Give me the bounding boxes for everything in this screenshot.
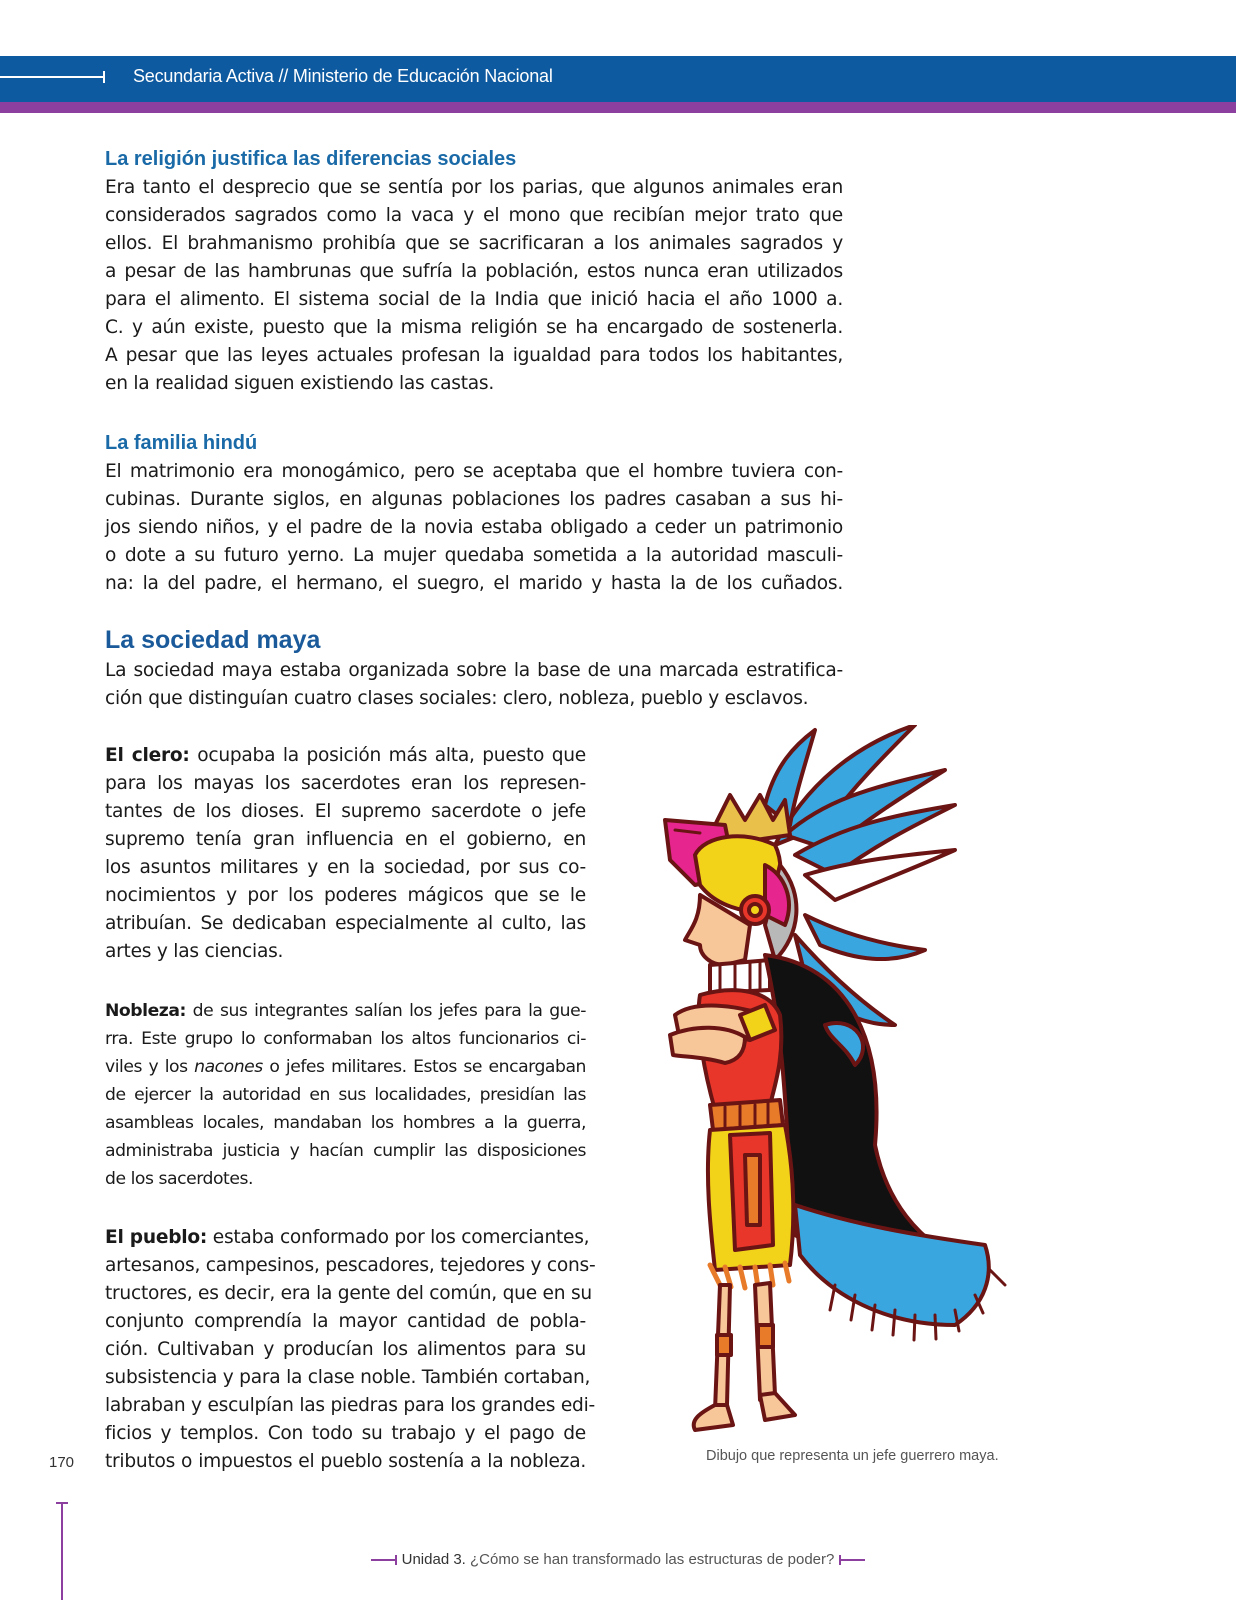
footer-rule-left [371, 1559, 397, 1561]
paragraph-line [105, 997, 586, 1025]
paragraph-nobleza [105, 997, 586, 1193]
paragraph-line: atribuían. Se dedicaban especialmente al culto, las [105, 913, 586, 934]
paragraph-line: A pesar que las leyes actuales profesan la igualdad para todos los habitantes, [105, 345, 843, 366]
paragraph-line-text: o jefes militares. Estos se encargaban [262, 1057, 586, 1077]
header-rule [0, 76, 105, 78]
paragraph-line: en la realidad siguen existiendo las castas. [105, 373, 494, 394]
header-stripe [0, 102, 1236, 113]
paragraph-line: supremo tenía gran influencia en el gobierno, en [105, 829, 586, 850]
paragraph-line: El matrimonio era monogámico, pero se aceptaba que el hombre tuviera con- [105, 461, 843, 482]
paragraph-line: tructores, es decir, era la gente del común, que en su [105, 1283, 592, 1304]
footer-rule-right [839, 1559, 865, 1561]
paragraph-line: de los sacerdotes. [105, 1169, 253, 1189]
paragraph-line [105, 1224, 590, 1252]
paragraph-line-text: viles y los [105, 1057, 195, 1077]
paragraph-line: considerados sagrados como la vaca y el mono que recibían mejor trato que [105, 205, 843, 226]
paragraph-line: tantes de los dioses. El supremo sacerdote o jefe [105, 801, 586, 822]
paragraph-line: asambleas locales, mandaban los hombres a la guerra, [105, 1113, 586, 1133]
paragraph-line-text: de sus integrantes salían los jefes para la gue- [185, 1001, 586, 1021]
term-nobleza: Nobleza: [105, 1001, 186, 1021]
paragraph-line: ficios y templos. Con todo su trabajo y el pago de [105, 1423, 586, 1444]
paragraph-maya-intro [105, 657, 843, 713]
paragraph-line: ción. Cultivaban y producían los alimentos para su [105, 1339, 586, 1360]
term-clero: El clero: [105, 745, 190, 766]
paragraph-line: o dote a su futuro yerno. La mujer quedaba sometida a la autoridad masculi- [105, 545, 843, 566]
paragraph-line: artes y las ciencias. [105, 941, 284, 962]
paragraph-line: ellos. El brahmanismo prohibía que se sacrificaran a los animales sagrados y [105, 233, 843, 254]
paragraph-line: subsistencia y para la clase noble. También cortaban, [105, 1367, 591, 1388]
paragraph-line: labraban y esculpían las piedras para los grandes edi- [105, 1395, 595, 1416]
paragraph-line: jos siendo niños, y el padre de la novia estaba obligado a ceder un patrimonio [105, 517, 843, 538]
paragraph-line: C. y aún existe, puesto que la misma religión se ha encargado de sostenerla. [105, 317, 843, 338]
maya-warrior-illustration [655, 725, 1050, 1445]
paragraph-line: La sociedad maya estaba organizada sobre la base de una marcada estratifica- [105, 660, 843, 681]
section-heading-maya: La sociedad maya [105, 626, 321, 654]
paragraph-line: cubinas. Durante siglos, en algunas poblaciones los padres casaban a sus hi- [105, 489, 843, 510]
paragraph-line: na: la del padre, el hermano, el suegro, el marido y hasta la de los cuñados. [105, 573, 843, 594]
paragraph-line: para los mayas los sacerdotes eran los represen- [105, 773, 586, 794]
paragraph-line: conjunto comprendía la mayor cantidad de pobla- [105, 1311, 586, 1332]
paragraph-line [105, 1053, 586, 1081]
footer-question: ¿Cómo se han transformado las estructuras de poder? [465, 1551, 835, 1568]
paragraph-line [105, 742, 586, 770]
illustration-caption: Dibujo que representa un jefe guerrero maya. [706, 1448, 999, 1464]
section-heading-religion: La religión justifica las diferencias sociales [105, 148, 517, 170]
paragraph-line: de ejercer la autoridad en sus localidades, presidían las [105, 1085, 586, 1105]
term-pueblo: El pueblo: [105, 1227, 208, 1248]
paragraph-line: tributos o impuestos el pueblo sostenía a la nobleza. [105, 1451, 586, 1472]
paragraph-line-text: estaba conformado por los comerciantes, [207, 1227, 590, 1248]
header-rule-tick [103, 71, 105, 83]
paragraph-line: a pesar de las hambrunas que sufría la población, estos nunca eran utilizados [105, 261, 843, 282]
paragraph-line: ción que distinguían cuatro clases sociales: clero, nobleza, pueblo y esclavos. [105, 688, 809, 709]
paragraph-religion [105, 174, 843, 398]
paragraph-line: Era tanto el desprecio que se sentía por los parias, que algunos animales eran [105, 177, 843, 198]
paragraph-clero [105, 742, 586, 966]
section-heading-familia: La familia hindú [105, 432, 258, 454]
paragraph-line-text: ocupaba la posición más alta, puesto que [189, 745, 586, 766]
header-title: Secundaria Activa // Ministerio de Educación Nacional [133, 66, 553, 86]
footer-unit: Unidad 3. [401, 1551, 466, 1568]
paragraph-line: para el alimento. El sistema social de la India que inició hacia el año 1000 a. [105, 289, 843, 310]
term-nacones: nacones [194, 1057, 263, 1077]
paragraph-line: los asuntos militares y en la sociedad, por sus co- [105, 857, 586, 878]
paragraph-line: administraba justicia y hacían cumplir las disposiciones [105, 1141, 586, 1161]
paragraph-line: artesanos, campesinos, pescadores, tejedores y cons- [105, 1255, 596, 1276]
footer [0, 1551, 1236, 1568]
paragraph-familia [105, 458, 843, 598]
page-number: 170 [49, 1454, 75, 1471]
paragraph-pueblo [105, 1224, 596, 1476]
paragraph-line: nocimientos y por los poderes mágicos que se le [105, 885, 586, 906]
paragraph-line: rra. Este grupo lo conformaban los altos funcionarios ci- [105, 1029, 586, 1049]
